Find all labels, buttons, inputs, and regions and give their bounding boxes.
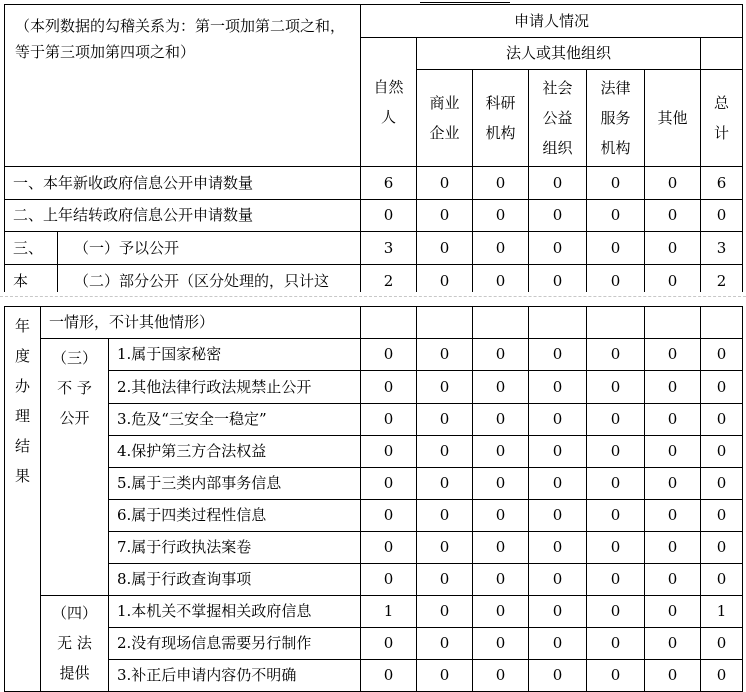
cell-value: 0 <box>587 265 645 299</box>
cell-value: 0 <box>645 660 701 692</box>
table-row <box>5 307 743 339</box>
table-row <box>5 596 743 628</box>
cell-value: 0 <box>417 404 473 436</box>
col-research: 科研 机构 <box>473 70 529 167</box>
cell-value: 1 <box>361 596 417 628</box>
cell-value: 0 <box>361 200 417 232</box>
cell-value: 0 <box>473 596 529 628</box>
cell-value: 0 <box>645 404 701 436</box>
row-label: 2.没有现场信息需要另行制作 <box>109 628 361 660</box>
section-3-label-bottom: 本 <box>5 265 58 298</box>
cell-value: 3 <box>701 232 743 265</box>
cell-value: 0 <box>587 167 645 200</box>
cell-value: 0 <box>417 500 473 532</box>
cell-value: 0 <box>473 468 529 500</box>
cell-value: 0 <box>417 436 473 468</box>
table-row <box>5 339 743 371</box>
cell-value: 0 <box>473 660 529 692</box>
cell-value: 0 <box>529 200 587 232</box>
cell-value: 0 <box>587 468 645 500</box>
table-row <box>5 371 743 404</box>
cell-value: 0 <box>645 167 701 200</box>
cell-value: 0 <box>587 500 645 532</box>
cell-value: 0 <box>417 564 473 596</box>
cell-value: 0 <box>529 339 587 371</box>
annual-report-table-top <box>4 4 743 299</box>
cell-value: 0 <box>473 532 529 564</box>
row-label: 5.属于三类内部事务信息 <box>109 468 361 500</box>
cell-value: 0 <box>645 532 701 564</box>
row-label <box>5 232 361 265</box>
row-label: 3.危及“三安全一稳定” <box>109 404 361 436</box>
cell-value: 0 <box>473 265 529 299</box>
cell-value: 0 <box>645 436 701 468</box>
cell-value: 0 <box>473 339 529 371</box>
cell-value: 0 <box>529 404 587 436</box>
cell-value: 0 <box>417 167 473 200</box>
cell-value: 0 <box>529 232 587 265</box>
row-label: 一、本年新收政府信息公开申请数量 <box>5 167 361 200</box>
section-3-vertical-label: 年 度 办 理 结 果 <box>5 307 41 692</box>
cell-value: 0 <box>587 532 645 564</box>
row-label: 3.补正后申请内容仍不明确 <box>109 660 361 692</box>
col-legal-service: 法律 服务 机构 <box>587 70 645 167</box>
cell-value: 0 <box>417 265 473 299</box>
cell-value: 0 <box>361 404 417 436</box>
cell-value: 0 <box>701 628 743 660</box>
cell-value: 0 <box>361 339 417 371</box>
cell-value: 0 <box>645 339 701 371</box>
cell-value: 0 <box>473 232 529 265</box>
row-label: 1.本机关不掌握相关政府信息 <box>109 596 361 628</box>
cell-value: 6 <box>701 167 743 200</box>
group-cannot-provide-label: （四） 无 法 提供 <box>41 596 109 692</box>
cell-value: 0 <box>701 564 743 596</box>
cell-value: 0 <box>417 200 473 232</box>
col-social-welfare: 社会 公益 组织 <box>529 70 587 167</box>
cell-value: 0 <box>587 232 645 265</box>
applicant-header: 申请人情况 <box>361 5 743 38</box>
row-label: 二、上年结转政府信息公开申请数量 <box>5 200 361 232</box>
legal-org-header: 法人或其他组织 <box>417 38 701 70</box>
cell-value: 0 <box>587 200 645 232</box>
cell-value: 0 <box>361 564 417 596</box>
cell-value: 0 <box>701 468 743 500</box>
cell-value: 0 <box>529 532 587 564</box>
cell-value: 2 <box>701 265 743 299</box>
cell-value: 0 <box>587 596 645 628</box>
cell-value: 0 <box>417 628 473 660</box>
cell-value: 0 <box>417 660 473 692</box>
cell-value: 0 <box>587 404 645 436</box>
cell-value: 0 <box>473 167 529 200</box>
cell-value: 0 <box>701 532 743 564</box>
table-row <box>5 532 743 564</box>
table-note: （本列数据的勾稽关系为：第一项加第二项之和，等于第三项加第四项之和） <box>5 5 361 167</box>
row-label: 4.保护第三方合法权益 <box>109 436 361 468</box>
cell-value: 0 <box>417 532 473 564</box>
cell-value: 0 <box>529 265 587 299</box>
cell-value: 0 <box>645 628 701 660</box>
cell-value: 0 <box>473 564 529 596</box>
cell-value: 0 <box>529 628 587 660</box>
cell-value: 0 <box>645 200 701 232</box>
item-partial-cont: 一情形，不计其他情形） <box>41 307 361 339</box>
annual-report-table-bottom <box>4 306 743 692</box>
cell-value: 0 <box>701 500 743 532</box>
cell-value: 0 <box>473 200 529 232</box>
cell-value: 0 <box>417 596 473 628</box>
cell-value: 0 <box>417 339 473 371</box>
cell-value: 0 <box>361 628 417 660</box>
row-label: 1.属于国家秘密 <box>109 339 361 371</box>
table-row <box>5 436 743 468</box>
cell-value: 0 <box>587 660 645 692</box>
cell-value: 2 <box>361 265 417 299</box>
table-row <box>5 232 743 265</box>
cell-value: 0 <box>645 596 701 628</box>
page-break <box>0 292 746 304</box>
cell-value: 0 <box>529 371 587 404</box>
cell-value: 0 <box>361 500 417 532</box>
cell-value: 0 <box>645 500 701 532</box>
col-total: 总 计 <box>701 70 743 167</box>
table-row <box>5 564 743 596</box>
table-row <box>5 500 743 532</box>
cell-value: 0 <box>473 436 529 468</box>
cell-value: 1 <box>701 596 743 628</box>
table-row <box>5 200 743 232</box>
cell-value: 0 <box>473 500 529 532</box>
cell-value: 0 <box>417 232 473 265</box>
cell-value: 0 <box>473 371 529 404</box>
cell-value: 0 <box>645 265 701 299</box>
cell-value: 0 <box>473 404 529 436</box>
cell-value: 0 <box>417 468 473 500</box>
row-label: 6.属于四类过程性信息 <box>109 500 361 532</box>
cell-value: 0 <box>361 468 417 500</box>
cell-value: 0 <box>417 371 473 404</box>
col-other: 其他 <box>645 70 701 167</box>
cell-value: 0 <box>529 564 587 596</box>
cell-value: 0 <box>645 232 701 265</box>
table-row <box>5 167 743 200</box>
cell-value: 0 <box>587 628 645 660</box>
col-commercial: 商业 企业 <box>417 70 473 167</box>
table-row <box>5 468 743 500</box>
page-break-line <box>0 296 746 297</box>
cell-value: 0 <box>361 532 417 564</box>
cell-value: 0 <box>701 404 743 436</box>
item-public: （一）予以公开 <box>74 238 180 257</box>
cell-value: 0 <box>645 468 701 500</box>
cell-value: 0 <box>529 436 587 468</box>
cell-value: 0 <box>587 436 645 468</box>
table-row <box>5 404 743 436</box>
col-natural-person: 自然 人 <box>361 38 417 167</box>
cell-value: 0 <box>361 436 417 468</box>
table-row <box>5 628 743 660</box>
row-label: 2.其他法律行政法规禁止公开 <box>109 371 361 404</box>
cell-value: 0 <box>645 371 701 404</box>
row-label: 8.属于行政查询事项 <box>109 564 361 596</box>
cell-value: 0 <box>645 564 701 596</box>
cell-value: 0 <box>361 660 417 692</box>
col-total-top <box>701 38 743 70</box>
section-3-label-top: 三、 <box>5 232 58 264</box>
item-partial: （二）部分公开（区分处理的，只计这 <box>74 272 330 290</box>
cell-value: 0 <box>701 436 743 468</box>
cell-value: 0 <box>529 500 587 532</box>
cell-value: 0 <box>587 371 645 404</box>
cell-value: 0 <box>529 660 587 692</box>
cell-value: 3 <box>361 232 417 265</box>
cell-value: 0 <box>473 628 529 660</box>
cell-value: 0 <box>701 200 743 232</box>
cell-value: 0 <box>587 339 645 371</box>
cell-value: 0 <box>529 468 587 500</box>
cell-value: 0 <box>701 660 743 692</box>
cell-value: 0 <box>587 564 645 596</box>
cell-value: 0 <box>361 371 417 404</box>
table-row <box>5 660 743 692</box>
group-not-public-label: （三） 不 予 公开 <box>41 339 109 596</box>
cell-value: 0 <box>701 339 743 371</box>
cell-value: 0 <box>529 167 587 200</box>
cell-value: 0 <box>529 596 587 628</box>
row-label: 7.属于行政执法案卷 <box>109 532 361 564</box>
cell-value: 6 <box>361 167 417 200</box>
cell-value: 0 <box>701 371 743 404</box>
